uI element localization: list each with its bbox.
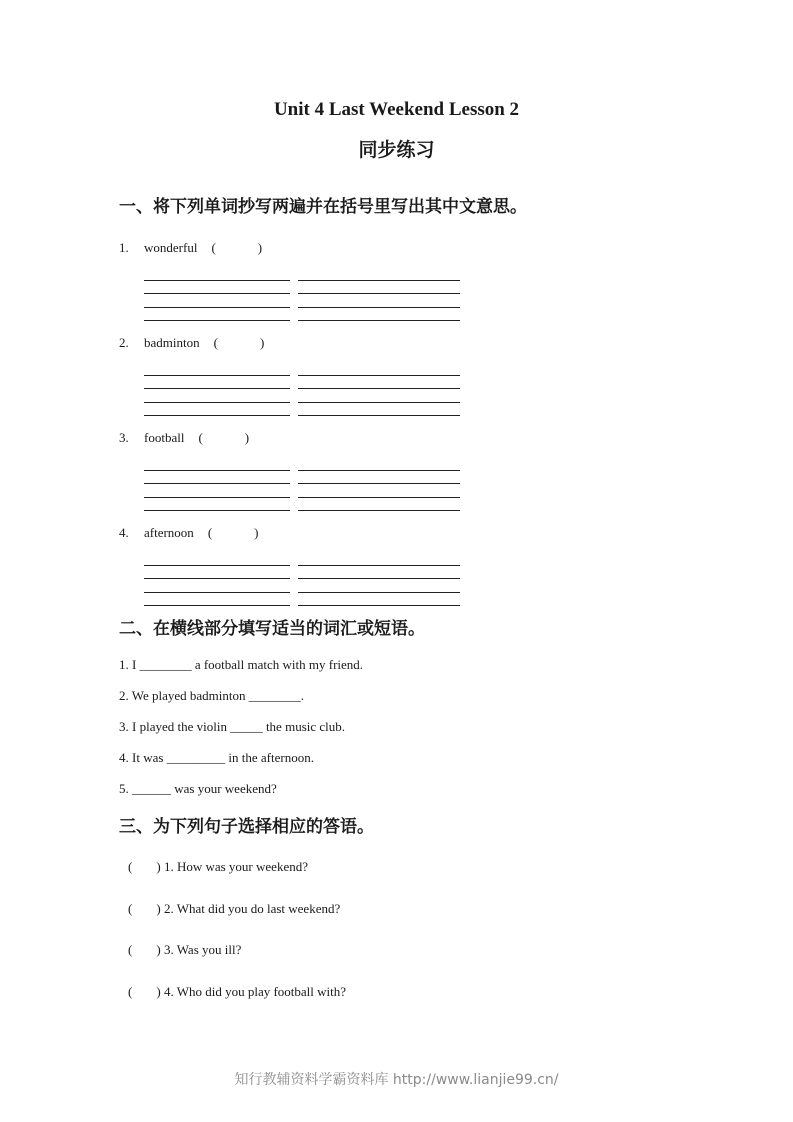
writing-line bbox=[298, 307, 460, 308]
document-title: Unit 4 Last Weekend Lesson 2 bbox=[273, 99, 520, 120]
answer-close-paren: ) bbox=[156, 901, 161, 916]
close-paren: ) bbox=[259, 335, 265, 350]
answer-open-paren: ( bbox=[128, 859, 133, 874]
word-item-1 bbox=[119, 239, 262, 257]
writing-line bbox=[144, 470, 290, 471]
writing-line bbox=[298, 280, 460, 281]
writing-line bbox=[298, 293, 460, 294]
word-text: afternoon bbox=[144, 525, 194, 540]
fill-blank-item-4: 4. It was _________ in the afternoon. bbox=[119, 750, 314, 765]
writing-line bbox=[144, 497, 290, 498]
question-text: 3. Was you ill? bbox=[163, 942, 242, 957]
writing-line bbox=[144, 293, 290, 294]
open-paren: ( bbox=[211, 240, 216, 255]
writing-line bbox=[298, 415, 460, 416]
answer-close-paren: ) bbox=[156, 859, 161, 874]
match-item-1 bbox=[128, 858, 308, 876]
writing-line bbox=[298, 483, 460, 484]
writing-line bbox=[144, 415, 290, 416]
section2-heading: 二、在横线部分填写适当的词汇或短语。 bbox=[119, 619, 425, 639]
writing-line bbox=[298, 592, 460, 593]
match-item-4 bbox=[128, 983, 346, 1001]
answer-open-paren: ( bbox=[128, 942, 133, 957]
close-paren: ) bbox=[257, 240, 263, 255]
writing-line bbox=[298, 510, 460, 511]
word-text: football bbox=[144, 430, 185, 445]
answer-close-paren: ) bbox=[156, 984, 161, 999]
writing-line bbox=[144, 402, 290, 403]
word-text: badminton bbox=[144, 335, 200, 350]
answer-open-paren: ( bbox=[128, 984, 133, 999]
match-item-3 bbox=[128, 941, 241, 959]
writing-line bbox=[144, 578, 290, 579]
item-number: 3. bbox=[119, 430, 129, 445]
word-item-2 bbox=[119, 334, 264, 352]
fill-blank-item-3: 3. I played the violin _____ the music club. bbox=[119, 719, 346, 734]
writing-line bbox=[144, 375, 290, 376]
writing-line bbox=[298, 402, 460, 403]
writing-line bbox=[144, 510, 290, 511]
copy-lines-2[interactable] bbox=[144, 375, 460, 417]
fill-blank-item-2: 2. We played badminton ________. bbox=[119, 688, 305, 703]
copy-lines-3[interactable] bbox=[144, 470, 460, 512]
section3-heading: 三、为下列句子选择相应的答语。 bbox=[119, 817, 374, 837]
writing-line bbox=[298, 565, 460, 566]
writing-line bbox=[298, 470, 460, 471]
writing-line bbox=[144, 388, 290, 389]
word-text: wonderful bbox=[144, 240, 198, 255]
match-item-2 bbox=[128, 900, 340, 918]
writing-line bbox=[298, 375, 460, 376]
word-item-4 bbox=[119, 524, 259, 542]
question-text: 1. How was your weekend? bbox=[163, 859, 308, 874]
writing-line bbox=[144, 307, 290, 308]
footer-watermark: 知行教辅资料学霸资料库 http://www.lianjie99.cn/ bbox=[234, 1072, 559, 1088]
writing-line bbox=[144, 483, 290, 484]
writing-line bbox=[298, 388, 460, 389]
question-text: 4. Who did you play football with? bbox=[163, 984, 347, 999]
document-subtitle: 同步练习 bbox=[358, 139, 435, 161]
writing-line bbox=[298, 497, 460, 498]
fill-blank-item-1: 1. I ________ a football match with my friend. bbox=[119, 657, 364, 672]
writing-line bbox=[298, 320, 460, 321]
close-paren: ) bbox=[254, 525, 259, 540]
answer-close-paren: ) bbox=[156, 942, 161, 957]
open-paren: ( bbox=[213, 335, 218, 350]
writing-line bbox=[298, 578, 460, 579]
fill-blank-item-5: 5. ______ was your weekend? bbox=[119, 781, 277, 796]
close-paren: ) bbox=[244, 430, 250, 445]
question-text: 2. What did you do last weekend? bbox=[163, 901, 341, 916]
item-number: 2. bbox=[119, 335, 129, 350]
item-number: 1. bbox=[119, 240, 129, 255]
writing-line bbox=[144, 592, 290, 593]
writing-line bbox=[144, 320, 290, 321]
answer-open-paren: ( bbox=[128, 901, 133, 916]
open-paren: ( bbox=[198, 430, 203, 445]
copy-lines-4[interactable] bbox=[144, 565, 460, 607]
writing-line bbox=[144, 565, 290, 566]
copy-lines-1[interactable] bbox=[144, 280, 460, 322]
open-paren: ( bbox=[207, 525, 213, 540]
section1-heading: 一、将下列单词抄写两遍并在括号里写出其中文意思。 bbox=[119, 197, 527, 217]
writing-line bbox=[144, 605, 290, 606]
word-item-3 bbox=[119, 429, 249, 447]
item-number: 4. bbox=[119, 525, 129, 540]
writing-line bbox=[298, 605, 460, 606]
writing-line bbox=[144, 280, 290, 281]
